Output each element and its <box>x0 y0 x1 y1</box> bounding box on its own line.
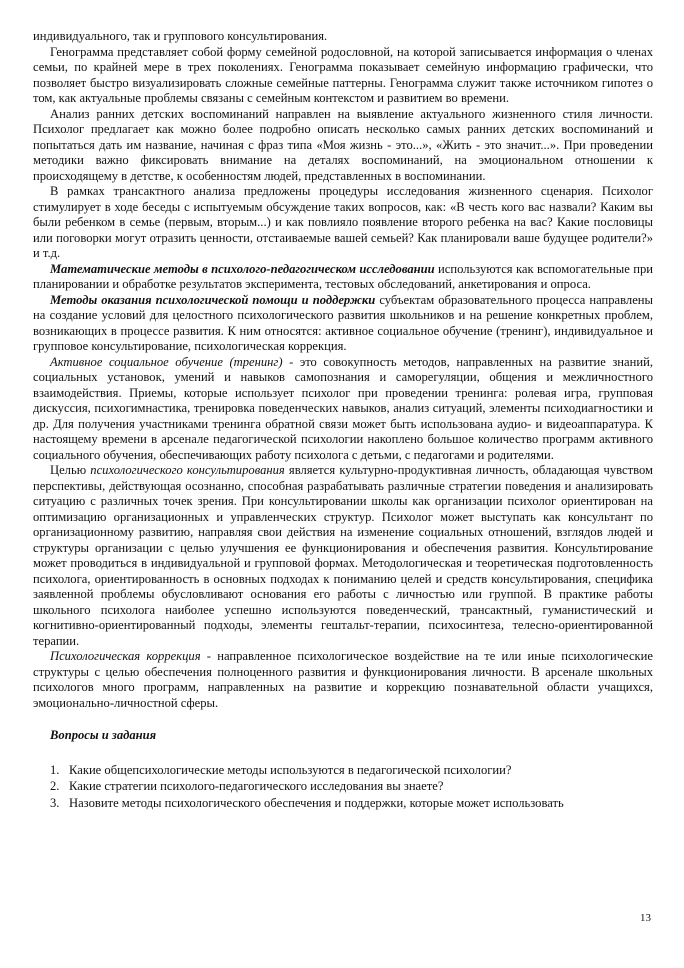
question-number: 1. <box>50 762 60 777</box>
question-item <box>33 778 653 795</box>
term-training: Активное социальное обучение (тренинг) <box>50 354 283 369</box>
question-text: Какие общепсихологические методы используются в педагогической психологии? <box>69 762 512 777</box>
paragraph-support-methods <box>33 293 653 355</box>
paragraph-counseling-text: является культурно-продуктивная личность, обладающая чувством перспективы, действующая осознанно, способная разрабатывать различные стратегии поведения и анализировать ситуацию с различных точек зрения. При консультировании школы как организации психолог ориентирован на оптимизацию организационных и управленческих структур. Психолог может выступать как консультант по организационному развитию, направляя свои действия на изменение социальных отношений, взглядов людей и структуры организации с целью улучшения ее функционирования и обеспечения развития. Консультирование может проводиться в индивидуальной и групповой формах. Методологическая и теоретическая подготовленность психолога, ориентированность в основных подходах к пониманию целей и средств консультирования, специфика заявленной проблемы обусловливают основания его работы с личностью или группой. В практике работы школьного психолога наиболее успешно используются поведенческий, трансактный, гуманистический и когнитивно-ориентированный подходы, элементы гештальт-терапии, психосинтеза, телесно-ориентированной терапии. <box>33 463 653 648</box>
term-correction: Психологическая коррекция <box>50 649 201 663</box>
question-number: 3. <box>50 795 60 810</box>
term-counseling: психологического консультирования <box>90 463 285 477</box>
paragraph-training <box>33 355 653 464</box>
term-math-methods: Математические методы в психолого-педагогическом исследовании <box>50 261 435 276</box>
question-text: Какие стратегии психолого-педагогического исследования вы знаете? <box>69 779 444 793</box>
paragraph-math-methods <box>33 262 653 293</box>
paragraph-math-methods-text: используются как вспомогательные при планировании и обработке результатов эксперимента, тестовых обследований, анкетирования и опроса. <box>33 261 653 291</box>
paragraph-counseling <box>33 463 653 649</box>
question-item <box>33 795 653 812</box>
paragraph-continuation: индивидуального, так и группового консультирования. <box>33 29 328 43</box>
paragraph-correction-text: - направленное психологическое воздействие на те или иные психологические структуры с целью обеспечения полноценного развития и функционирования личности. В арсенале школьных психологов много программ, направленных на развитие и коррекцию познавательной области учащихся, эмоционально-личностной сферы. <box>33 649 653 710</box>
page-body <box>33 29 653 811</box>
question-number: 2. <box>50 779 60 793</box>
paragraph-genogram: Генограмма представляет собой форму семейной родословной, на которой записывается информация о членах семьи, по крайней мере в трех поколениях. Генограмма показывает семейную информацию графически, что позволяет быстро визуализировать сложные семейные паттерны. Генограмма служит также источником гипотез о том, как актуальные проблемы связаны с семейным контекстом и развитием во времени. <box>33 44 653 105</box>
question-item <box>33 762 653 779</box>
paragraph-correction <box>33 649 653 711</box>
paragraph-early-memories: Анализ ранних детских воспоминаний направлен на выявление актуального жизненного стиля личности. Психолог предлагает как можно более подробно описать несколько самых ранних детских воспоминаний и попытаться дать им название, начиная с фраз типа «Моя жизнь - это...», «Жить - это значит...». При проведении методики важно фиксировать внимание на деталях воспоминаний, на эмоциональном отношении к происходящему в детстве, к особенностям людей, представленных в воспоминании. <box>33 106 653 183</box>
question-text: Назовите методы психологического обеспечения и поддержки, которые может использовать <box>69 795 564 810</box>
questions-heading: Вопросы и задания <box>50 728 157 742</box>
paragraph-training-text: - это совокупность методов, направленных на развитие знаний, социальных установок, умений и навыков самопознания и саморегуляции, общения и межличностного взаимодействия. Приемы, которые использует психолог при проведении тренинга: ролевая игра, групповая дискуссия, психогимнастика, тренировка поведенческих навыков, анализ ситуаций, элементы психодиагностики и др. Для получения участниками тренинга обратной связи может быть использована аудио- и видеоаппаратура. К настоящему времени в арсенале педагогической психологии накоплено большое количество программ активного социального обучения, обеспечивающих работу психолога с детьми, с педагогами и родителями. <box>33 354 653 462</box>
paragraph-support-methods-text: субъектам образовательного процесса направлены на создание условий для целостного психологического развития школьников и на решение конкретных проблем, возникающих в процессе развития. К ним относятся: активное социальное обучение (тренинг), индивидуальное и групповое консультирование, психологическая коррекция. <box>33 292 653 353</box>
term-support-methods: Методы оказания психологической помощи и поддержки <box>50 292 376 307</box>
paragraph-counseling-lead: Целью <box>50 463 91 477</box>
page-number: 13 <box>640 912 651 924</box>
paragraph-transactional-analysis: В рамках трансактного анализа предложены процедуры исследования жизненного сценария. Психолог стимулирует в ходе беседы с испытуемым обсуждение таких вопросов, как: «В честь кого вас назвали? Каким вы были ребенком в семье (первым, вторым...) и как повлияло появление второго ребенка на вас? Какие пословицы или поговорки могут отразить ценности, отстаиваемые вашей семьей? Как планировали ваше будущее родители?» и т.д. <box>33 184 653 260</box>
questions-list <box>33 762 653 812</box>
